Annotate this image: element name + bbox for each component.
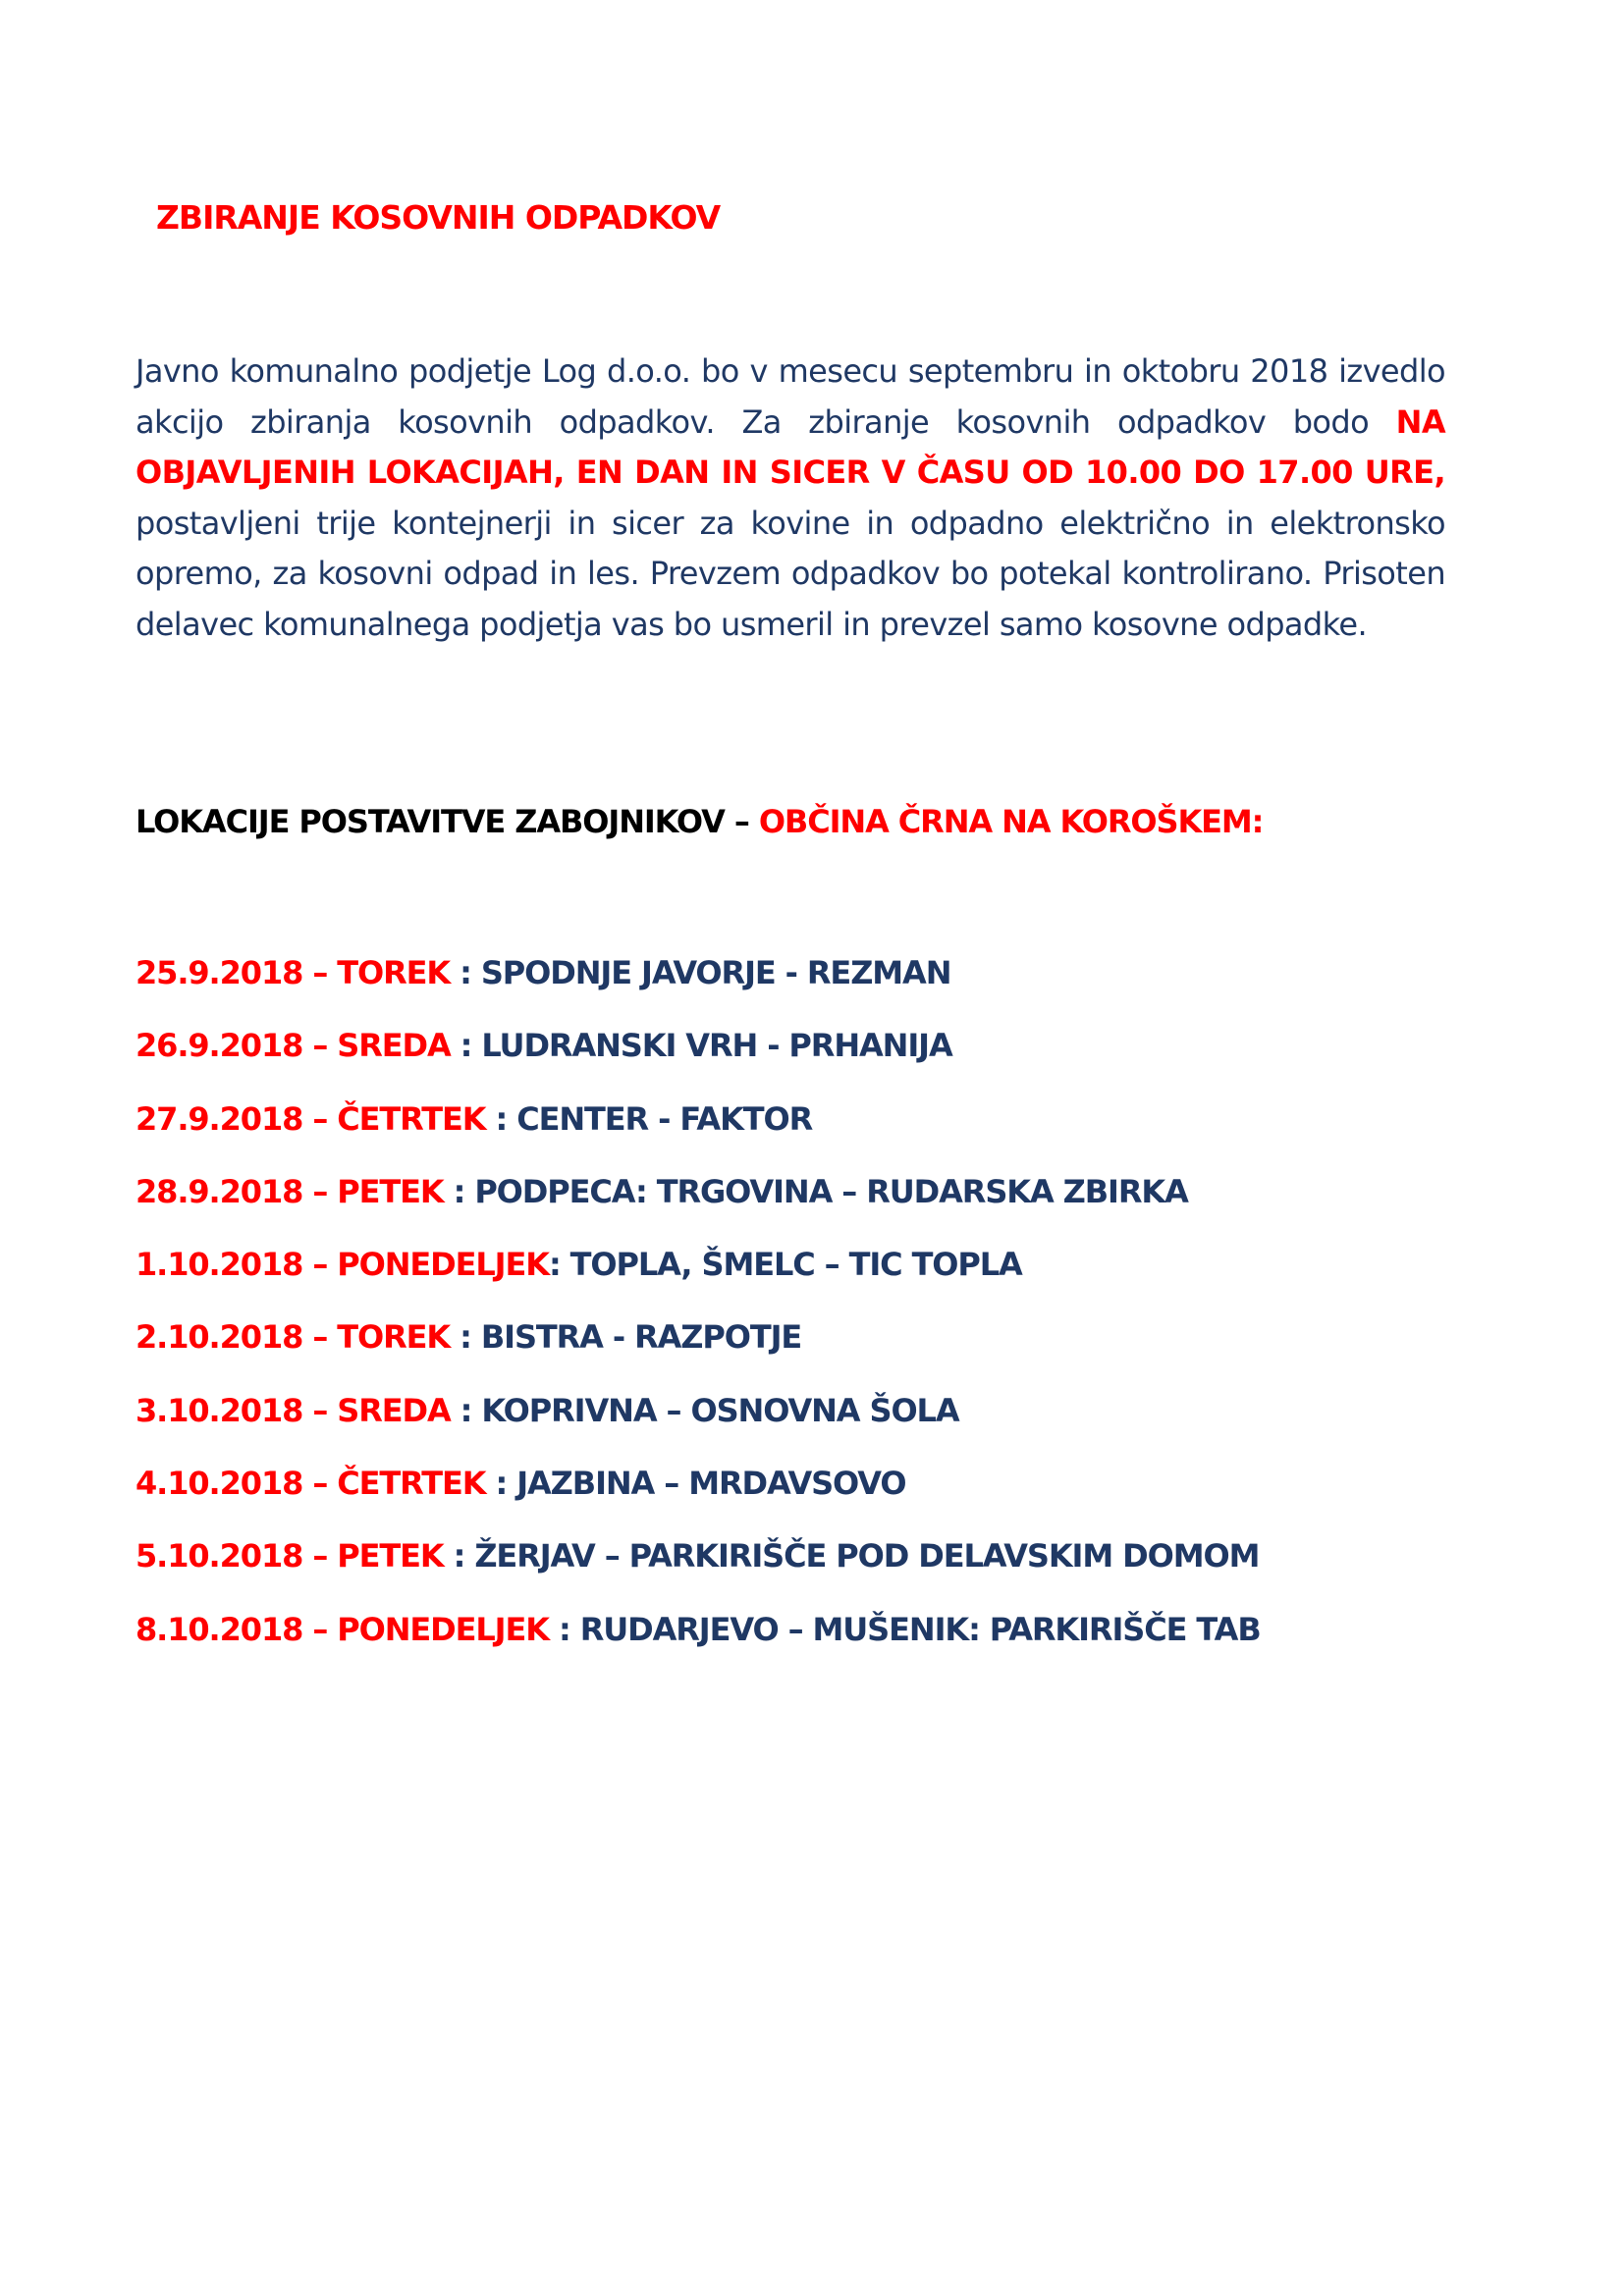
- schedule-item: [135, 1611, 1261, 1683]
- schedule-date-day: 2.10.2018 – TOREK: [135, 1318, 460, 1357]
- schedule-location: : SPODNJE JAVORJE - REZMAN: [460, 954, 951, 991]
- schedule-date-day: 28.9.2018 – PETEK: [135, 1172, 454, 1210]
- locations-heading-label: LOKACIJE POSTAVITVE ZABOJNIKOV –: [135, 803, 759, 840]
- schedule-location: : RUDARJEVO – MUŠENIK: PARKIRIŠČE TAB: [558, 1610, 1261, 1648]
- schedule-item: [135, 1318, 1261, 1391]
- schedule-date-day: 8.10.2018 – PONEDELJEK: [135, 1610, 559, 1648]
- municipality-name: OBČINA ČRNA NA KOROŠKEM: [758, 803, 1252, 840]
- schedule-item: [135, 1027, 1261, 1099]
- schedule-date-day: 1.10.2018 – PONEDELJEK: [135, 1246, 549, 1284]
- intro-text-after: postavljeni trije kontejnerji in sicer za kovine in odpadno električno in elektronsko opremo, za kosovni odpad in les. Prevzem odpadkov bo potekal kontrolirano. Prisoten delavec komunalnega podjetja vas bo usmeril in prevzel samo kosovne odpadke.: [135, 504, 1445, 643]
- schedule-location: : KOPRIVNA – OSNOVNA ŠOLA: [460, 1391, 959, 1429]
- schedule-date-day: 4.10.2018 – ČETRTEK: [135, 1465, 496, 1503]
- locations-heading: [135, 803, 1263, 840]
- intro-highlight: NA OBJAVLJENIH LOKACIJAH, EN DAN IN SICER V ČASU OD 10.00 DO 17.00 URE,: [135, 402, 1445, 492]
- locations-heading-colon: :: [1251, 803, 1264, 840]
- schedule-item: [135, 954, 1261, 1027]
- schedule-location: : CENTER - FAKTOR: [495, 1099, 813, 1138]
- schedule-location: : JAZBINA – MRDAVSOVO: [495, 1465, 906, 1503]
- schedule-date-day: 27.9.2018 – ČETRTEK: [135, 1099, 496, 1138]
- schedule-location: : LUDRANSKI VRH - PRHANIJA: [460, 1027, 952, 1065]
- schedule-item: [135, 1537, 1261, 1610]
- schedule-list: [135, 954, 1261, 1683]
- schedule-location: : PODPECA: TRGOVINA – RUDARSKA ZBIRKA: [453, 1172, 1188, 1210]
- schedule-date-day: 3.10.2018 – SREDA: [135, 1391, 460, 1429]
- schedule-item: [135, 1392, 1261, 1465]
- document-title: ZBIRANJE KOSOVNIH ODPADKOV: [156, 198, 721, 237]
- schedule-location: : TOPLA, ŠMELC – TIC TOPLA: [548, 1246, 1022, 1284]
- intro-text-before: Javno komunalno podjetje Log d.o.o. bo v mesecu septembru in oktobru 2018 izvedlo akcijo zbiranja kosovnih odpadkov. Za zbiranje kosovnih odpadkov bodo: [135, 352, 1445, 441]
- intro-paragraph: [135, 347, 1445, 651]
- schedule-item: [135, 1173, 1261, 1246]
- schedule-location: : BISTRA - RAZPOTJE: [460, 1318, 802, 1357]
- schedule-date-day: 26.9.2018 – SREDA: [135, 1027, 460, 1065]
- schedule-date-day: 25.9.2018 – TOREK: [135, 954, 460, 991]
- schedule-item: [135, 1465, 1261, 1537]
- schedule-date-day: 5.10.2018 – PETEK: [135, 1537, 454, 1575]
- schedule-location: : ŽERJAV – PARKIRIŠČE POD DELAVSKIM DOMOM: [453, 1537, 1260, 1575]
- schedule-item: [135, 1100, 1261, 1173]
- schedule-item: [135, 1246, 1261, 1318]
